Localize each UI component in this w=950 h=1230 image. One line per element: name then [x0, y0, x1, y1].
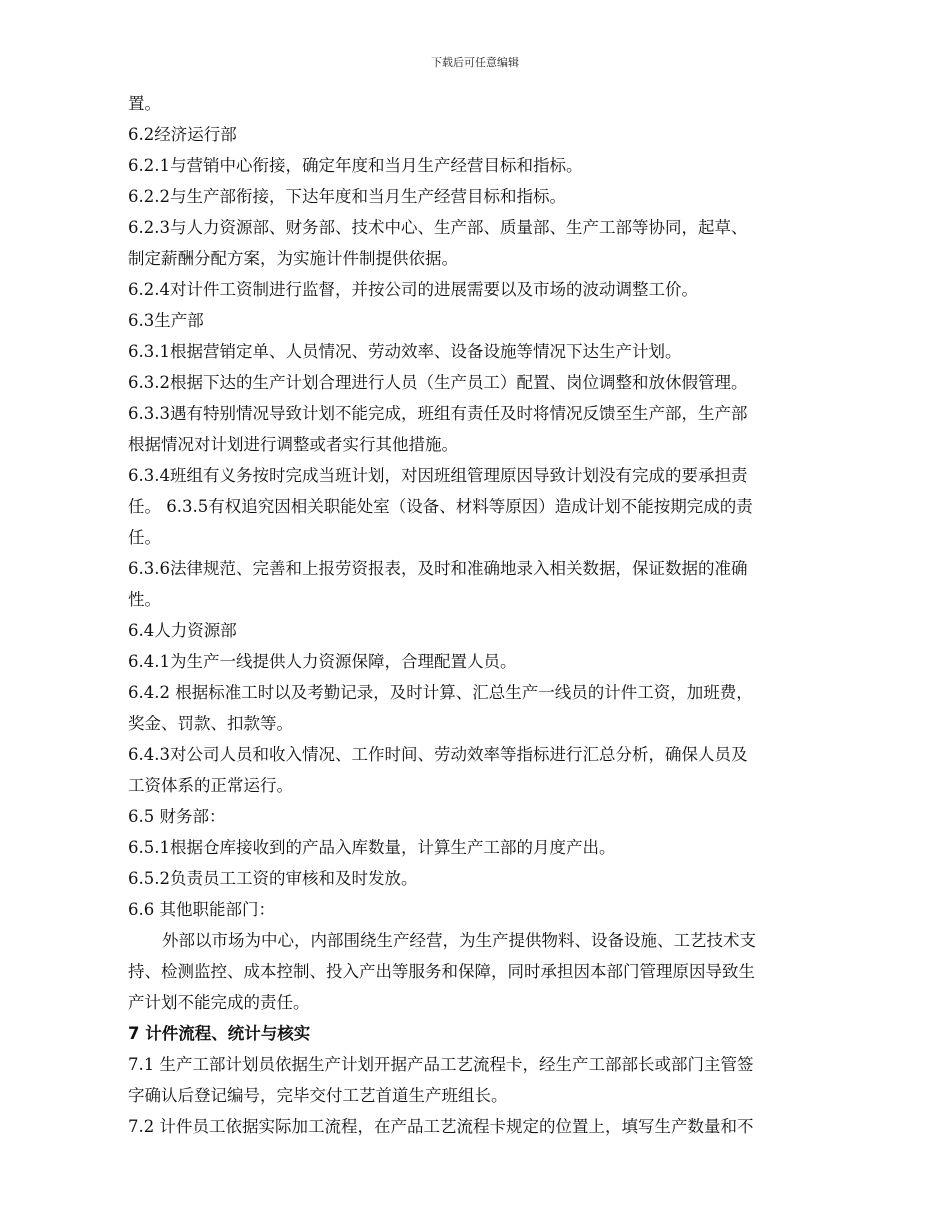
text-line: 6.4.2 根据标准工时以及考勤记录，及时计算、汇总生产一线员的计件工资，加班费，	[128, 683, 753, 702]
text-line: 6.3.3遇有特别情况导致计划不能完成，班组有责任及时将情况反馈至生产部，生产部	[128, 404, 748, 423]
section-heading: 7 计件流程、统计与核实	[128, 1024, 311, 1043]
text-line: 6.3.2根据下达的生产计划合理进行人员（生产员工）配置、岗位调整和放休假管理。	[128, 373, 748, 392]
text-line: 根据情况对计划进行调整或者实行其他措施。	[128, 435, 458, 454]
text-line: 6.3生产部	[128, 311, 204, 330]
text-line: 6.4人力资源部	[128, 621, 237, 640]
text-line: 6.3.1根据营销定单、人员情况、劳动效率、设备设施等情况下达生产计划。	[128, 342, 682, 361]
text-line: 奖金、罚款、扣款等。	[128, 714, 293, 733]
document-body	[128, 88, 838, 1142]
text-line: 置。	[128, 94, 161, 113]
text-line: 6.4.1为生产一线提供人力资源保障，合理配置人员。	[128, 652, 517, 671]
text-line: 任。	[128, 528, 161, 547]
text-line: 7.1 生产工部计划员依据生产计划开据产品工艺流程卡，经生产工部部长或部门主管签	[128, 1055, 754, 1074]
text-line: 外部以市场为中心，内部围绕生产经营，为生产提供物料、设备设施、工艺技术支	[162, 931, 756, 950]
text-line: 性。	[128, 590, 161, 609]
text-line: 任。 6.3.5有权追究因相关职能处室（设备、材料等原因）造成计划不能按期完成的责	[128, 497, 753, 516]
text-line: 6.2.1与营销中心衔接，确定年度和当月生产经营目标和指标。	[128, 156, 583, 175]
text-line: 6.2经济运行部	[128, 125, 237, 144]
text-line: 持、检测监控、成本控制、投入产出等服务和保障，同时承担因本部门管理原因导致生	[128, 962, 755, 981]
text-line: 工资体系的正常运行。	[128, 776, 293, 795]
text-line: 7.2 计件员工依据实际加工流程，在产品工艺流程卡规定的位置上，填写生产数量和不	[128, 1117, 754, 1136]
text-line: 6.3.4班组有义务按时完成当班计划，对因班组管理原因导致计划没有完成的要承担责	[128, 466, 748, 485]
text-line: 6.5.1根据仓库接收到的产品入库数量，计算生产工部的月度产出。	[128, 838, 616, 857]
text-line: 6.2.2与生产部衔接，下达年度和当月生产经营目标和指标。	[128, 187, 566, 206]
text-line: 6.5 财务部：	[128, 807, 226, 826]
text-line: 6.4.3对公司人员和收入情况、工作时间、劳动效率等指标进行汇总分析，确保人员及	[128, 745, 748, 764]
text-line: 字确认后登记编号，完毕交付工艺首道生产班组长。	[128, 1086, 508, 1105]
text-line: 6.6 其他职能部门：	[128, 900, 275, 919]
text-line: 6.5.2负责员工工资的审核和及时发放。	[128, 869, 418, 888]
text-line: 6.2.4对计件工资制进行监督，并按公司的进展需要以及市场的波动调整工价。	[128, 280, 698, 299]
text-line: 产计划不能完成的责任。	[128, 993, 310, 1012]
page-header: 下载后可任意编辑	[431, 56, 519, 69]
text-line: 6.2.3与人力资源部、财务部、技术中心、生产部、质量部、生产工部等协同，起草、	[128, 218, 748, 237]
text-line: 制定薪酬分配方案，为实施计件制提供依据。	[128, 249, 458, 268]
text-line: 6.3.6法律规范、完善和上报劳资报表，及时和准确地录入相关数据，保证数据的准确	[128, 559, 748, 578]
